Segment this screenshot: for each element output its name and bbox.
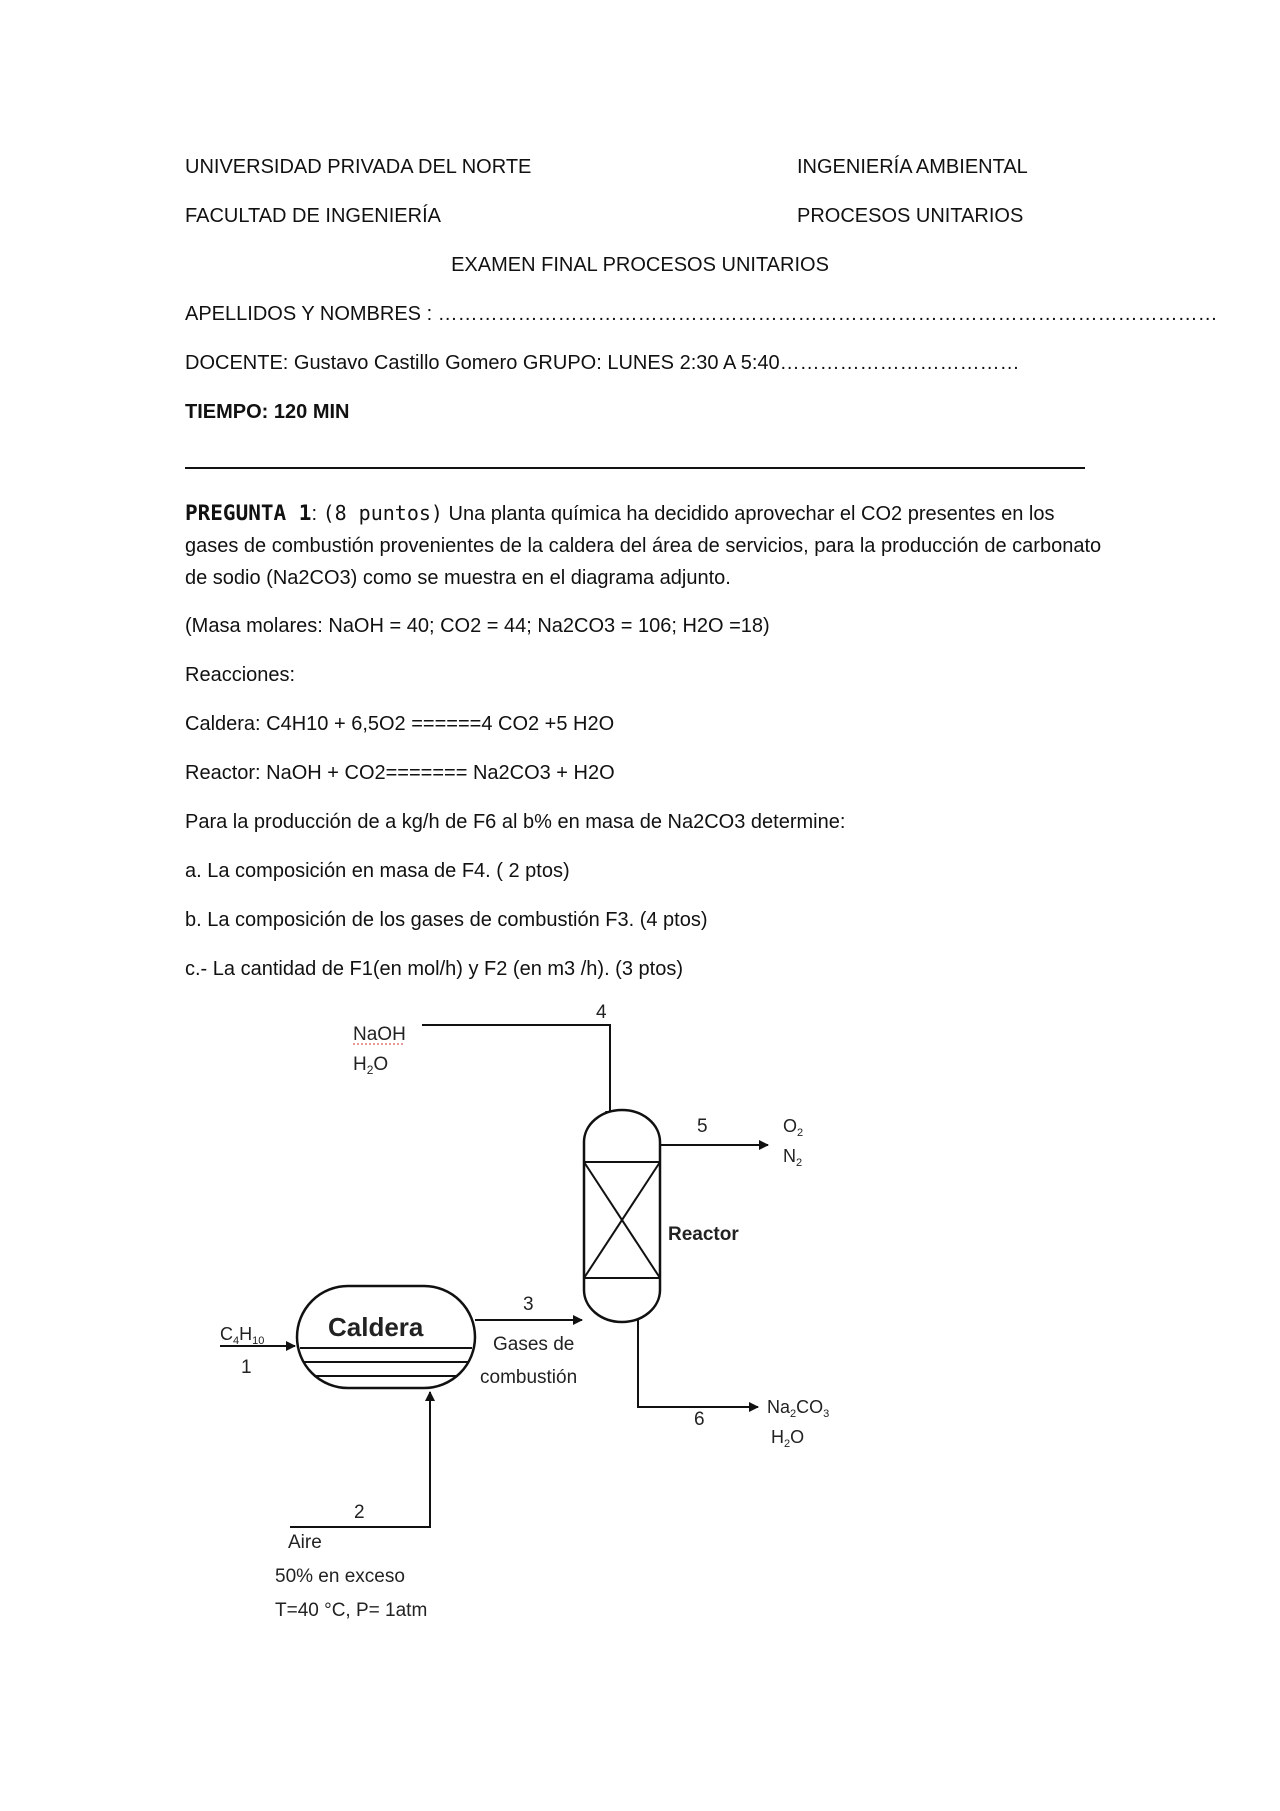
career-name: INGENIERÍA AMBIENTAL	[797, 156, 1028, 178]
stream-4-line	[422, 1025, 610, 1120]
feed-1-butane: $C_4H_{10}$	[220, 1324, 265, 1347]
question-item-c: c.- La cantidad de F1(en mol/h) y F2 (en m3 /h). (3 ptos)	[185, 958, 683, 980]
reaction-boiler: Caldera: C4H10 + 6,5O2 ======4 CO2 +5 H2O	[185, 713, 615, 735]
question-separator: :	[311, 503, 317, 525]
question-item-a: a. La composición en masa de F4. ( 2 ptos)	[185, 860, 570, 882]
reactor-label: Reactor	[668, 1224, 739, 1245]
feed-4-water: $H_2O$	[353, 1054, 389, 1077]
out-6-sodium-carbonate: $Na_2CO_3$	[767, 1397, 830, 1420]
stream-3-number: 3	[523, 1294, 534, 1315]
reactions-label: Reacciones:	[185, 664, 296, 686]
exam-title: EXAMEN FINAL PROCESOS UNITARIOS	[451, 254, 829, 276]
names-field: APELLIDOS Y NOMBRES : ………………………………………………………………………………………………………	[185, 303, 1218, 325]
question-points: (8 puntos)	[322, 501, 443, 525]
stream-6-number: 6	[694, 1409, 705, 1430]
question-text: Una planta química ha decidido aprovechar el CO2 presentes en los gases de combustión provenientes de la caldera del área de servicios, para la producción de carbonato de sodio (Na2CO3) como se muestra en el diagrama adjunto.	[185, 503, 1102, 589]
boiler-label: Caldera	[328, 1312, 424, 1342]
stream-1-number: 1	[241, 1357, 252, 1378]
air-excess-label: 50% en exceso	[275, 1566, 405, 1587]
gases-label-line1: Gases de	[493, 1334, 575, 1355]
reaction-reactor: Reactor: NaOH + CO2======= Na2CO3 + H2O	[185, 762, 615, 784]
stream-4-number: 4	[596, 1002, 607, 1023]
course-name: PROCESOS UNITARIOS	[797, 205, 1024, 227]
feed-4-naoh: NaOH	[353, 1024, 406, 1045]
faculty-name: FACULTAD DE INGENIERÍA	[185, 205, 441, 227]
out-6-water: $H_2O$	[771, 1427, 805, 1450]
out-5-oxygen: $O_2$	[783, 1116, 804, 1139]
stream-2-number: 2	[354, 1502, 365, 1523]
question-prompt: Para la producción de a kg/h de F6 al b% en masa de Na2CO3 determine:	[185, 811, 846, 833]
gases-label-line2: combustión	[480, 1367, 578, 1388]
out-5-nitrogen: $N_2$	[783, 1146, 803, 1169]
air-conditions-label: T=40 °C, P= 1atm	[275, 1600, 428, 1621]
air-label: Aire	[288, 1532, 322, 1553]
question-title: PREGUNTA 1	[185, 501, 312, 525]
molar-masses: (Masa molares: NaOH = 40; CO2 = 44; Na2CO3 = 106; H2O =18)	[185, 615, 770, 637]
teacher-line: DOCENTE: Gustavo Castillo Gomero GRUPO: LUNES 2:30 A 5:40………………………………	[185, 352, 1020, 374]
time-limit: TIEMPO: 120 MIN	[185, 401, 350, 423]
university-name: UNIVERSIDAD PRIVADA DEL NORTE	[185, 156, 532, 178]
reactor-vessel	[584, 1110, 660, 1322]
stream-6-line	[638, 1318, 758, 1407]
stream-5-number: 5	[697, 1116, 708, 1137]
question-item-b: b. La composición de los gases de combustión F3. (4 ptos)	[185, 909, 708, 931]
